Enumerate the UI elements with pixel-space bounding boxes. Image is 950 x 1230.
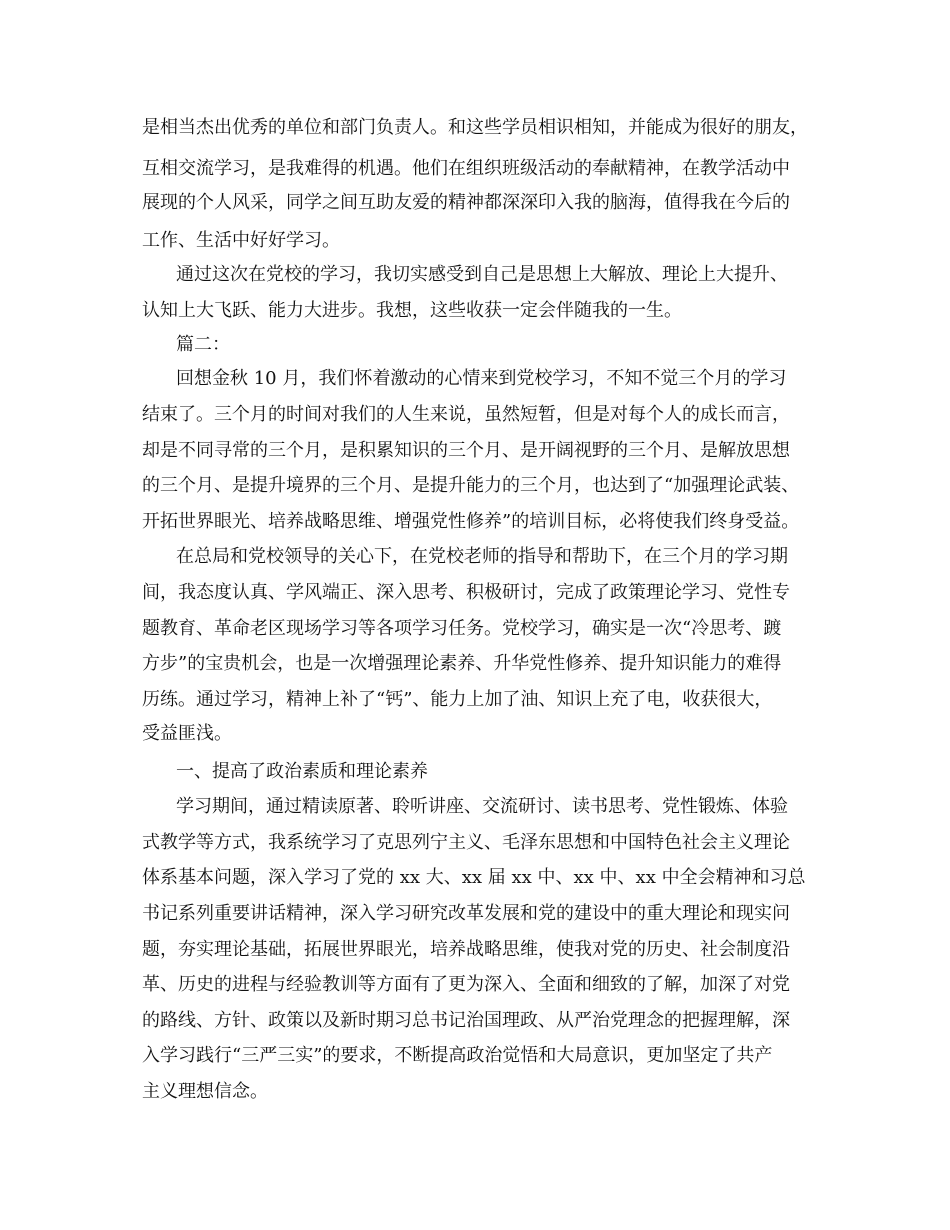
text-line: 题教育、革命老区现场学习等各项学习任务。党校学习，确实是一次“冷思考、踱	[142, 618, 782, 639]
text-line: 回想金秋 10 月，我们怀着激动的心情来到党校学习，不知不觉三个月的学习	[176, 368, 787, 389]
text-line: 体系基本问题，深入学习了党的 xx 大、xx 届 xx 中、xx 中、xx 中全会精神和习总	[142, 867, 806, 888]
text-line: 却是不同寻常的三个月，是积累知识的三个月、是开阔视野的三个月、是解放思想	[142, 440, 790, 461]
text-line: 是相当杰出优秀的单位和部门负责人。和这些学员相识相知，并能成为很好的朋友，	[142, 117, 808, 138]
text-line: 入学习践行“三严三实”的要求，不断提高政治觉悟和大局意识，更加坚定了共产	[142, 1045, 773, 1066]
text-line: 革、历史的进程与经验教训等方面有了更为深入、全面和细致的了解，加深了对党	[142, 974, 790, 995]
text-line: 历练。通过学习，精神上补了“钙”、能力上加了油、知识上充了电，收获很大，	[142, 689, 773, 710]
text-line: 开拓世界眼光、培养战略思维、增强党性修养”的培训目标，必将使我们终身受益。	[142, 511, 800, 532]
text-line: 通过这次在党校的学习，我切实感受到自己是思想上大解放、理论上大提升、	[176, 264, 788, 285]
text-line: 受益匪浅。	[142, 723, 232, 744]
text-line: 方步”的宝贵机会，也是一次增强理论素养、升华党性修养、提升知识能力的难得	[142, 653, 782, 674]
text-line: 的路线、方针、政策以及新时期习总书记治国理政、从严治党理念的把握理解，深	[142, 1010, 790, 1031]
text-line: 主义理想信念。	[142, 1081, 268, 1102]
text-line: 在总局和党校领导的关心下，在党校老师的指导和帮助下，在三个月的学习期	[176, 546, 788, 567]
text-line: 认知上大飞跃、能力大进步。我想，这些收获一定会伴随我的一生。	[142, 300, 682, 321]
text-line: 式教学等方式，我系统学习了克思列宁主义、毛泽东思想和中国特色社会主义理论	[142, 832, 790, 853]
text-line: 互相交流学习，是我难得的机遇。他们在组织班级活动的奉献精神，在教学活动中	[142, 158, 790, 179]
section-heading: 篇二：	[176, 334, 230, 355]
text-line: 书记系列重要讲话精神，深入学习研究改革发展和党的建设中的重大理论和现实问	[142, 903, 790, 924]
section-heading: 一、提高了政治素质和理论素养	[176, 761, 428, 782]
text-line: 工作、生活中好好学习。	[142, 230, 340, 251]
text-line: 展现的个人风采，同学之间互助友爱的精神都深深印入我的脑海，值得我在今后的	[142, 192, 790, 213]
text-line: 学习期间，通过精读原著、聆听讲座、交流研讨、读书思考、党性锻炼、体验	[176, 796, 788, 817]
text-line: 结束了。三个月的时间对我们的人生来说，虽然短暂，但是对每个人的成长而言，	[142, 404, 790, 425]
text-line: 题，夯实理论基础，拓展世界眼光，培养战略思维，使我对党的历史、社会制度沿	[142, 939, 790, 960]
text-line: 间，我态度认真、学风端正、深入思考、积极研讨，完成了政策理论学习、党性专	[142, 582, 790, 603]
text-line: 的三个月、是提升境界的三个月、是提升能力的三个月，也达到了“加强理论武装、	[142, 475, 800, 496]
